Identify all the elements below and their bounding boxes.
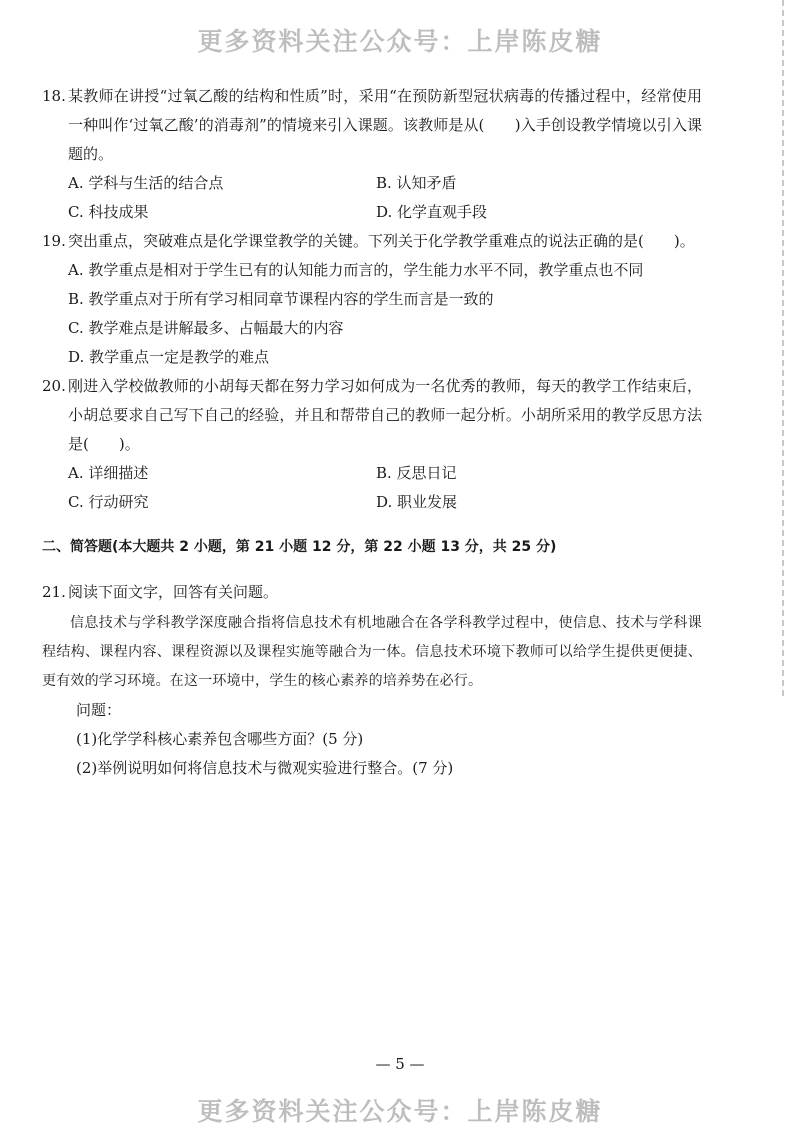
option-d: D. 化学直观手段 bbox=[376, 203, 488, 221]
option-d: D. 教学重点一定是教学的难点 bbox=[68, 348, 270, 366]
question-number: 21. bbox=[42, 583, 66, 601]
question-18 bbox=[42, 82, 702, 169]
page-number: — 5 — bbox=[375, 1055, 425, 1073]
option-b: B. 认知矛盾 bbox=[376, 174, 457, 192]
question-number: 20. bbox=[42, 377, 66, 395]
question-stem: 阅读下面文字，回答有关问题。 bbox=[68, 583, 279, 601]
question-stem: 刚进入学校做教师的小胡每天都在努力学习如何成为一名优秀的教师，每天的教学工作结束后，小胡总要求自己写下自己的经验，并且和帮带自己的教师一起分析。小胡所采用的教学反思方法是( )。 bbox=[68, 377, 702, 453]
sub-question-2: (2)举例说明如何将信息技术与微观实验进行整合。(7 分) bbox=[76, 759, 454, 777]
option-a: A. 教学重点是相对于学生已有的认知能力而言的，学生能力水平不同，教学重点也不同 bbox=[68, 261, 644, 279]
question-19 bbox=[42, 227, 702, 256]
question-21 bbox=[42, 578, 702, 607]
option-a: A. 详细描述 bbox=[68, 464, 149, 482]
options-row bbox=[42, 488, 702, 517]
scan-edge-line bbox=[782, 0, 784, 700]
question-20 bbox=[42, 372, 702, 459]
watermark-bottom: 更多资料关注公众号：上岸陈皮糖 bbox=[197, 1097, 603, 1126]
question-stem: 突出重点，突破难点是化学课堂教学的关键。下列关于化学教学重难点的说法正确的是( )。 bbox=[68, 232, 695, 250]
option-d: D. 职业发展 bbox=[376, 493, 458, 511]
options-row bbox=[42, 169, 702, 198]
watermark-top: 更多资料关注公众号：上岸陈皮糖 bbox=[197, 27, 603, 56]
question-stem: 某教师在讲授“过氧乙酸的结构和性质”时，采用“在预防新型冠状病毒的传播过程中，经常使用一种叫作‘过氧乙酸’的消毒剂”的情境来引入课题。该教师是从( )入手创设教学情境以引入课题的。 bbox=[68, 87, 702, 163]
page-content bbox=[42, 82, 702, 783]
option-b: B. 反思日记 bbox=[376, 464, 457, 482]
sub-question-1: (1)化学学科核心素养包含哪些方面？(5 分) bbox=[76, 730, 364, 748]
section-heading: 二、简答题(本大题共 2 小题，第 21 小题 12 分，第 22 小题 13 分，共 25 分) bbox=[42, 539, 557, 555]
question-number: 18. bbox=[42, 87, 66, 105]
options-row bbox=[42, 459, 702, 488]
option-c: C. 教学难点是讲解最多、占幅最大的内容 bbox=[68, 319, 344, 337]
option-a: A. 学科与生活的结合点 bbox=[68, 174, 224, 192]
option-b: B. 教学重点对于所有学习相同章节课程内容的学生而言是一致的 bbox=[68, 290, 494, 308]
option-c: C. 行动研究 bbox=[68, 493, 149, 511]
reading-passage: 信息技术与学科教学深度融合指将信息技术有机地融合在各学科教学过程中，使信息、技术与学科课程结构、课程内容、课程资源以及课程实施等融合为一体。信息技术环境下教师可以给学生提供更便捷、更有效的学习环境。在这一环境中，学生的核心素养的培养势在必行。 bbox=[42, 615, 702, 689]
option-c: C. 科技成果 bbox=[68, 203, 149, 221]
options-row bbox=[42, 198, 702, 227]
question-number: 19. bbox=[42, 232, 66, 250]
question-label: 问题： bbox=[76, 701, 122, 719]
